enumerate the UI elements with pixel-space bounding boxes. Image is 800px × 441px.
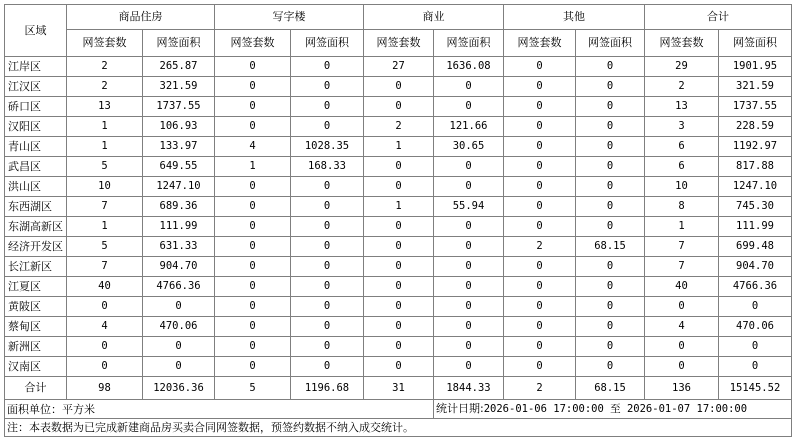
data-cell: 6 (645, 157, 719, 177)
data-cell: 0 (504, 317, 576, 337)
data-cell: 7 (67, 257, 143, 277)
table-row (5, 357, 792, 377)
total-cell: 31 (364, 377, 434, 400)
data-cell: 29 (645, 57, 719, 77)
data-cell: 8 (645, 197, 719, 217)
data-cell: 2 (67, 57, 143, 77)
data-cell: 0 (504, 137, 576, 157)
data-cell: 0 (291, 57, 364, 77)
data-cell: 40 (645, 277, 719, 297)
contract-statistics-table (4, 4, 792, 437)
statistics-date-range: 2026-01-06 17:00:00 至 2026-01-07 17:00:00 (483, 403, 748, 415)
data-cell: 0 (215, 257, 291, 277)
data-cell: 0 (364, 97, 434, 117)
total-cell: 136 (645, 377, 719, 400)
region-name: 江岸区 (5, 57, 67, 77)
sub-header-row (5, 30, 792, 57)
data-cell: 0 (364, 317, 434, 337)
region-name: 汉阳区 (5, 117, 67, 137)
sub-header-area: 网签面积 (143, 30, 215, 57)
data-cell: 10 (645, 177, 719, 197)
statistics-date (434, 400, 792, 419)
region-name: 东西湖区 (5, 197, 67, 217)
sub-header-count: 网签套数 (645, 30, 719, 57)
sub-header-count: 网签套数 (215, 30, 291, 57)
total-cell: 5 (215, 377, 291, 400)
data-cell: 0 (434, 157, 504, 177)
data-cell: 4 (215, 137, 291, 157)
group-header-row (5, 5, 792, 30)
table-row (5, 157, 792, 177)
sub-header-area: 网签面积 (719, 30, 792, 57)
data-cell: 0 (576, 337, 645, 357)
data-cell: 2 (364, 117, 434, 137)
data-cell: 0 (291, 177, 364, 197)
data-cell: 649.55 (143, 157, 215, 177)
sub-header-area: 网签面积 (291, 30, 364, 57)
data-cell: 111.99 (143, 217, 215, 237)
data-cell: 0 (434, 337, 504, 357)
data-cell: 168.33 (291, 157, 364, 177)
data-cell: 0 (215, 57, 291, 77)
data-cell: 817.88 (719, 157, 792, 177)
report-container (4, 4, 791, 437)
data-cell: 5 (67, 157, 143, 177)
group-header-commercial: 商业 (364, 5, 504, 30)
sub-header-area: 网签面积 (434, 30, 504, 57)
sub-header-count: 网签套数 (364, 30, 434, 57)
data-cell: 0 (67, 337, 143, 357)
data-cell: 0 (576, 57, 645, 77)
data-cell: 0 (719, 337, 792, 357)
data-cell: 0 (215, 237, 291, 257)
data-cell: 0 (364, 177, 434, 197)
data-cell: 1 (67, 217, 143, 237)
table-total (5, 377, 792, 400)
table-row (5, 317, 792, 337)
data-cell: 2 (645, 77, 719, 97)
data-cell: 68.15 (576, 237, 645, 257)
data-cell: 0 (291, 357, 364, 377)
table-row (5, 97, 792, 117)
data-cell: 0 (364, 77, 434, 97)
data-cell: 0 (291, 297, 364, 317)
data-cell: 0 (504, 177, 576, 197)
data-cell: 121.66 (434, 117, 504, 137)
data-cell: 1636.08 (434, 57, 504, 77)
data-cell: 1 (215, 157, 291, 177)
data-cell: 1901.95 (719, 57, 792, 77)
data-cell: 0 (645, 357, 719, 377)
region-name: 洪山区 (5, 177, 67, 197)
data-cell: 0 (215, 197, 291, 217)
unit-row (5, 400, 792, 419)
data-cell: 4766.36 (143, 277, 215, 297)
sub-header-area: 网签面积 (576, 30, 645, 57)
data-cell: 0 (576, 117, 645, 137)
data-cell: 470.06 (143, 317, 215, 337)
region-name: 江汉区 (5, 77, 67, 97)
region-header: 区域 (5, 5, 67, 57)
region-name: 新洲区 (5, 337, 67, 357)
data-cell: 0 (143, 357, 215, 377)
data-cell: 106.93 (143, 117, 215, 137)
data-cell: 0 (576, 137, 645, 157)
data-cell: 0 (364, 217, 434, 237)
data-cell: 1247.10 (143, 177, 215, 197)
region-name: 江夏区 (5, 277, 67, 297)
data-cell: 0 (215, 337, 291, 357)
data-cell: 0 (215, 277, 291, 297)
data-cell: 0 (364, 257, 434, 277)
data-cell: 133.97 (143, 137, 215, 157)
data-cell: 1 (67, 117, 143, 137)
data-cell: 0 (576, 277, 645, 297)
note-row (5, 419, 792, 437)
data-cell: 0 (576, 197, 645, 217)
data-cell: 0 (719, 357, 792, 377)
table-row (5, 177, 792, 197)
data-cell: 745.30 (719, 197, 792, 217)
table-body (5, 57, 792, 377)
data-cell: 30.65 (434, 137, 504, 157)
data-cell: 0 (434, 357, 504, 377)
data-cell: 7 (645, 257, 719, 277)
group-header-other: 其他 (504, 5, 645, 30)
data-cell: 0 (576, 297, 645, 317)
data-cell: 0 (504, 357, 576, 377)
data-cell: 0 (504, 337, 576, 357)
data-cell: 0 (215, 297, 291, 317)
data-cell: 0 (291, 217, 364, 237)
data-cell: 0 (576, 357, 645, 377)
data-cell: 0 (434, 217, 504, 237)
data-cell: 0 (576, 217, 645, 237)
data-cell: 4 (67, 317, 143, 337)
data-cell: 0 (364, 157, 434, 177)
data-cell: 0 (504, 117, 576, 137)
table-row (5, 277, 792, 297)
data-cell: 5 (67, 237, 143, 257)
table-row (5, 217, 792, 237)
sub-header-count: 网签套数 (504, 30, 576, 57)
data-cell: 0 (434, 77, 504, 97)
data-cell: 0 (576, 157, 645, 177)
data-cell: 0 (291, 77, 364, 97)
total-row (5, 377, 792, 400)
data-cell: 0 (504, 197, 576, 217)
data-cell: 0 (576, 97, 645, 117)
data-cell: 7 (645, 237, 719, 257)
data-cell: 0 (215, 117, 291, 137)
data-cell: 0 (504, 217, 576, 237)
data-cell: 0 (434, 297, 504, 317)
data-cell: 0 (576, 317, 645, 337)
table-row (5, 117, 792, 137)
total-cell: 98 (67, 377, 143, 400)
table-row (5, 257, 792, 277)
region-name: 黄陂区 (5, 297, 67, 317)
data-cell: 4 (645, 317, 719, 337)
data-cell: 0 (291, 337, 364, 357)
data-cell: 0 (291, 277, 364, 297)
total-label: 合计 (5, 377, 67, 400)
data-cell: 1247.10 (719, 177, 792, 197)
data-cell: 10 (67, 177, 143, 197)
data-cell: 0 (215, 317, 291, 337)
footnote: 注：本表数据为已完成新建商品房买卖合同网签数据，预签约数据不纳入成交统计。 (5, 419, 792, 437)
region-name: 青山区 (5, 137, 67, 157)
data-cell: 265.87 (143, 57, 215, 77)
data-cell: 689.36 (143, 197, 215, 217)
total-cell: 1844.33 (434, 377, 504, 400)
data-cell: 0 (291, 257, 364, 277)
total-cell: 12036.36 (143, 377, 215, 400)
data-cell: 2 (67, 77, 143, 97)
data-cell: 321.59 (719, 77, 792, 97)
data-cell: 27 (364, 57, 434, 77)
group-header-residential: 商品住房 (67, 5, 215, 30)
region-name: 汉南区 (5, 357, 67, 377)
data-cell: 13 (645, 97, 719, 117)
data-cell: 4766.36 (719, 277, 792, 297)
total-cell: 1196.68 (291, 377, 364, 400)
data-cell: 0 (434, 277, 504, 297)
data-cell: 0 (504, 257, 576, 277)
data-cell: 228.59 (719, 117, 792, 137)
data-cell: 55.94 (434, 197, 504, 217)
data-cell: 111.99 (719, 217, 792, 237)
data-cell: 0 (719, 297, 792, 317)
total-cell: 68.15 (576, 377, 645, 400)
data-cell: 904.70 (143, 257, 215, 277)
region-name: 东湖高新区 (5, 217, 67, 237)
data-cell: 0 (434, 97, 504, 117)
table-row (5, 137, 792, 157)
data-cell: 0 (215, 77, 291, 97)
data-cell: 0 (67, 297, 143, 317)
data-cell: 0 (576, 257, 645, 277)
data-cell: 0 (364, 337, 434, 357)
data-cell: 2 (504, 237, 576, 257)
data-cell: 0 (215, 357, 291, 377)
data-cell: 699.48 (719, 237, 792, 257)
total-cell: 2 (504, 377, 576, 400)
data-cell: 0 (504, 77, 576, 97)
statistics-date-label: 统计日期: (436, 402, 484, 415)
data-cell: 40 (67, 277, 143, 297)
data-cell: 1192.97 (719, 137, 792, 157)
table-row (5, 237, 792, 257)
data-cell: 321.59 (143, 77, 215, 97)
data-cell: 7 (67, 197, 143, 217)
table-row (5, 297, 792, 317)
data-cell: 0 (645, 337, 719, 357)
data-cell: 1737.55 (143, 97, 215, 117)
group-header-total: 合计 (645, 5, 792, 30)
region-name: 武昌区 (5, 157, 67, 177)
region-name: 硚口区 (5, 97, 67, 117)
data-cell: 0 (364, 297, 434, 317)
data-cell: 0 (215, 97, 291, 117)
data-cell: 0 (215, 217, 291, 237)
data-cell: 3 (645, 117, 719, 137)
data-cell: 1 (67, 137, 143, 157)
group-header-office: 写字楼 (215, 5, 364, 30)
table-row (5, 77, 792, 97)
data-cell: 1 (364, 137, 434, 157)
region-name: 经济开发区 (5, 237, 67, 257)
region-name: 长江新区 (5, 257, 67, 277)
data-cell: 6 (645, 137, 719, 157)
data-cell: 0 (364, 277, 434, 297)
data-cell: 631.33 (143, 237, 215, 257)
data-cell: 0 (364, 357, 434, 377)
data-cell: 0 (291, 117, 364, 137)
data-cell: 0 (143, 337, 215, 357)
data-cell: 0 (504, 97, 576, 117)
data-cell: 1 (645, 217, 719, 237)
data-cell: 13 (67, 97, 143, 117)
total-cell: 15145.52 (719, 377, 792, 400)
data-cell: 904.70 (719, 257, 792, 277)
data-cell: 1737.55 (719, 97, 792, 117)
data-cell: 0 (364, 237, 434, 257)
table-row (5, 337, 792, 357)
sub-header-count: 网签套数 (67, 30, 143, 57)
data-cell: 0 (291, 237, 364, 257)
data-cell: 0 (576, 77, 645, 97)
table-row (5, 57, 792, 77)
data-cell: 0 (434, 257, 504, 277)
data-cell: 0 (576, 177, 645, 197)
region-name: 蔡甸区 (5, 317, 67, 337)
table-row (5, 197, 792, 217)
data-cell: 0 (291, 197, 364, 217)
area-unit-note: 面积单位：平方米 (5, 400, 434, 419)
data-cell: 0 (434, 317, 504, 337)
data-cell: 0 (434, 237, 504, 257)
data-cell: 1 (364, 197, 434, 217)
data-cell: 0 (504, 57, 576, 77)
data-cell: 470.06 (719, 317, 792, 337)
data-cell: 0 (504, 157, 576, 177)
data-cell: 0 (291, 97, 364, 117)
data-cell: 0 (504, 297, 576, 317)
data-cell: 0 (645, 297, 719, 317)
data-cell: 1028.35 (291, 137, 364, 157)
data-cell: 0 (291, 317, 364, 337)
data-cell: 0 (504, 277, 576, 297)
data-cell: 0 (434, 177, 504, 197)
data-cell: 0 (67, 357, 143, 377)
data-cell: 0 (215, 177, 291, 197)
data-cell: 0 (143, 297, 215, 317)
